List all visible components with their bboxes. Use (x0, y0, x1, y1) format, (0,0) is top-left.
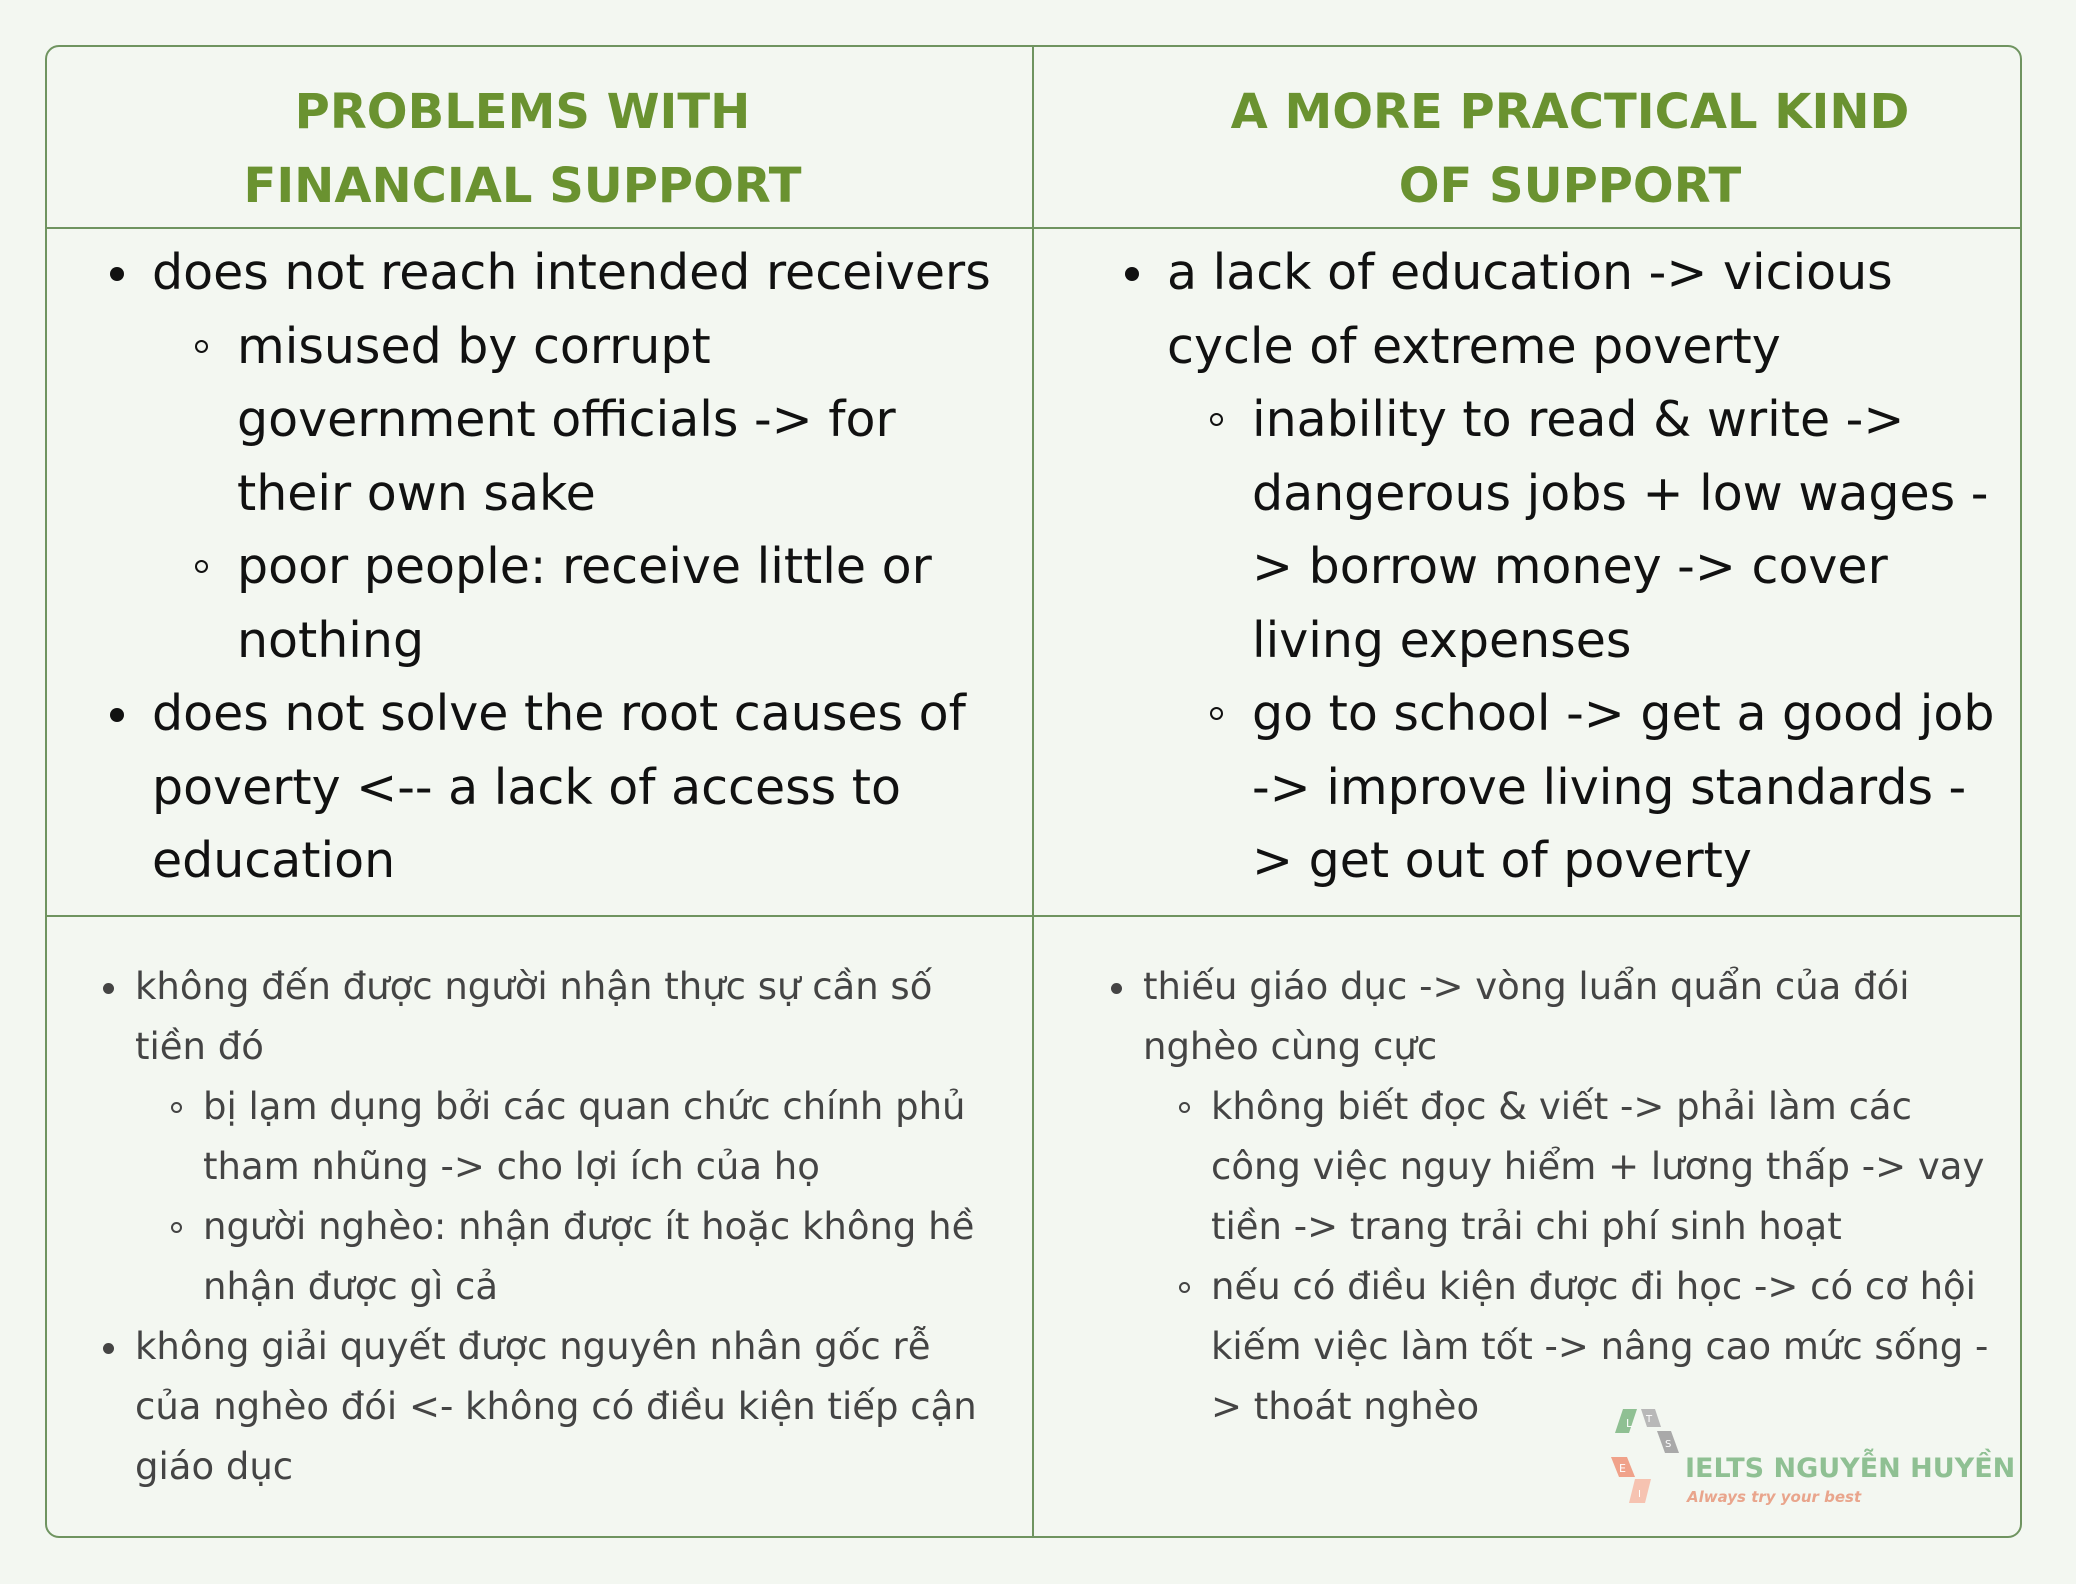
list-item: does not reach intended receivers misused by corrupt government officials -> for their own sake poor people: receive little or nothing (152, 236, 1012, 677)
bullet-ring-icon (1179, 1282, 1190, 1293)
logo-letter: E (1619, 1462, 1626, 1475)
bullet-ring-icon (171, 1222, 182, 1233)
bullet-icon (1125, 267, 1139, 281)
list-item: a lack of education -> vicious cycle of extreme poverty inability to read & write -> dangerous jobs + low wages -> borrow money -> cover living expenses go to school -> get a good job -> improve living standards -> get out of poverty (1167, 236, 2007, 898)
bullet-icon (103, 1343, 114, 1354)
bullet-ring-icon (195, 340, 208, 353)
bullet-ring-icon (1179, 1102, 1190, 1113)
bullet-ring-icon (195, 560, 208, 573)
header-right: A MORE PRACTICAL KIND OF SUPPORT (1230, 84, 1910, 214)
list-item: không đến được người nhận thực sự cần số tiền đó bị lạm dụng bởi các quan chức chính phủ tham nhũng -> cho lợi ích của họ người nghèo: nhận được ít hoặc không hề nhận được gì cả (135, 957, 1005, 1317)
logo-letter: I (1638, 1489, 1641, 1500)
list-item: nếu có điều kiện được đi học -> có cơ hội kiếm việc làm tốt -> nâng cao mức sống -> thoát nghèo (1211, 1257, 2008, 1437)
logo-title: IELTS NGUYỄN HUYỀN (1685, 1453, 2016, 1484)
bullet-ring-icon (171, 1102, 182, 1113)
bullet-icon (103, 983, 114, 994)
list-item: poor people: receive little or nothing (237, 530, 1012, 677)
list-item: thiếu giáo dục -> vòng luẩn quẩn của đói nghèo cùng cực không biết đọc & viết -> phải làm các công việc nguy hiểm + lương thấp -> vay tiền -> trang trải chi phí sinh hoạt nếu có điều kiện được đi học -> có cơ hội kiếm việc làm tốt -> nâng cao mức sống -> thoát nghèo (1143, 957, 2008, 1437)
ielts-logo (1605, 1405, 2016, 1506)
vietnamese-left-cell (135, 957, 1005, 1497)
bullet-icon (1111, 983, 1122, 994)
list-item: người nghèo: nhận được ít hoặc không hề nhận được gì cả (203, 1197, 1005, 1317)
bullet-icon (110, 267, 124, 281)
vietnamese-right-cell (1143, 957, 2008, 1437)
header-left: PROBLEMS WITH FINANCIAL SUPPORT (243, 84, 802, 214)
list-item: không giải quyết được nguyên nhân gốc rễ của nghèo đói <- không có điều kiện tiếp cận giáo dục (135, 1317, 1005, 1497)
logo-mark-icon (1605, 1405, 1685, 1505)
list-item: inability to read & write -> dangerous jobs + low wages -> borrow money -> cover living expenses (1252, 383, 2007, 677)
english-left-cell (152, 236, 1012, 898)
logo-letter: T (1646, 1414, 1653, 1425)
list-item: misused by corrupt government officials -> for their own sake (237, 310, 1012, 531)
list-item: bị lạm dụng bởi các quan chức chính phủ tham nhũng -> cho lợi ích của họ (203, 1077, 1005, 1197)
list-item: không biết đọc & viết -> phải làm các công việc nguy hiểm + lương thấp -> vay tiền -> trang trải chi phí sinh hoạt (1211, 1077, 2008, 1257)
logo-letter: S (1665, 1439, 1672, 1450)
header-divider (45, 227, 2022, 229)
logo-tagline: Always try your best (1687, 1488, 1862, 1506)
row-divider (45, 915, 2022, 917)
bullet-icon (110, 708, 124, 722)
bullet-ring-icon (1210, 413, 1223, 426)
list-item: go to school -> get a good job -> improve living standards -> get out of poverty (1252, 677, 2007, 898)
english-right-cell (1167, 236, 2007, 898)
list-item: does not solve the root causes of poverty <-- a lack of access to education (152, 677, 1012, 898)
logo-letter: L (1626, 1417, 1633, 1430)
bullet-ring-icon (1210, 707, 1223, 720)
column-divider (1032, 45, 1034, 1538)
